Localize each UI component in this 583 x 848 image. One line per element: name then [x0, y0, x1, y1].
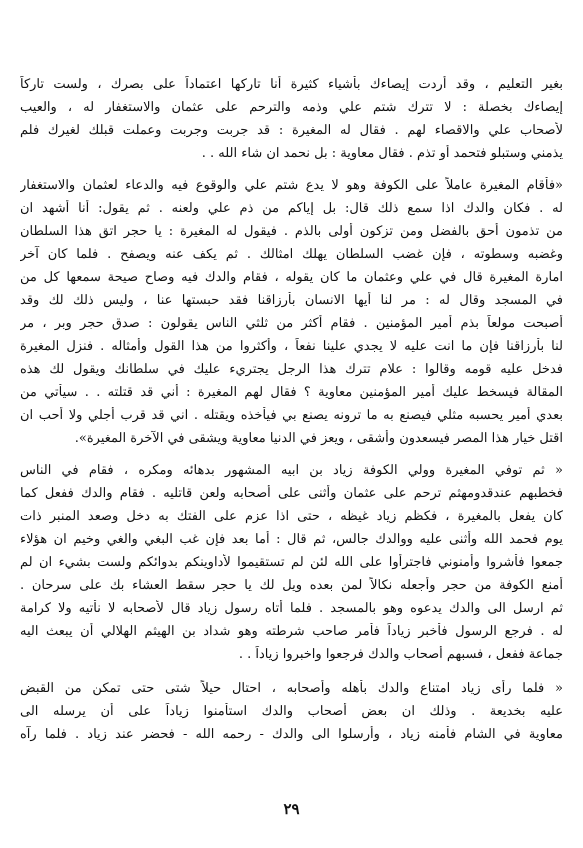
text-line: « ثم توفي المغيرة وولي الكوفة زياد بن ابيه المشهور بدهائه ومكره ، فقام في الناس: [20, 463, 563, 478]
text-line: لأصحاب علي والاقصاء لهم . فقال له المغيرة : قد جربت وجربت وعملت قبلك لغيرك فلم: [20, 123, 563, 138]
text-line: يوم فحمد الله وأثنى عليه ووالدك جالس، ثم قال : أما بعد فإن غب البغي والغي وخيم ان هؤلاء: [20, 532, 563, 547]
text-line: إيصاءك بخصلة : لا تترك شتم علي وذمه والترحم على عثمان والاستغفار له ، والعيب: [20, 100, 563, 115]
text-line: أصبحت مولعاً بذم أمير المؤمنين . فقام أكثر من ثلثي الناس يقولون : صدق حجر وبر ، مر: [20, 316, 563, 331]
text-line: أمنع الكوفة من حجر وأجعله نكالاً لمن بعده ويل لك يا حجر سقط العشاء بك على سرحان .: [20, 578, 563, 593]
text-line: له . فرجع الرسول فأخبر زياداً فأمر صاحب شرطته وهو شداد بن الهيثم الهلالي أن يبعث اليه: [20, 624, 563, 639]
text-line: جمعوا فأشروا وأمنوني فاجترأوا على الله لئن لم تستقيموا لأداوينكم بدوائكم ولست بشيء ان لم: [20, 555, 563, 570]
text-line: ثم ارسل الى والدك يدعوه وهو بالمسجد . فلما أتاه رسول زياد قال لأصحابه لا نأتيه ولا كرامة: [20, 601, 563, 616]
text-line: في المسجد وقال له : مر لنا أيها الانسان بأرزاقنا فقد حبستها عنا ، وليس ذلك لك وقد: [20, 293, 563, 308]
text-line: معاوية في الشام فأمنه زياد ، وأرسلوا الى والدك - رحمه الله - فحضر عند زياد . فلما رآه: [20, 727, 563, 742]
text-line: يذمني وستبلو فتحمد أو تذم . فقال معاوية : بل نحمد ان شاء الله . .: [201, 146, 563, 161]
text-line: وغضبه وسطوته ، فإن غضب السلطان يهلك امثالك . ثم يكف عنه ويصفح . فلما كان آخر: [20, 247, 563, 262]
text-line: لنا بأرزاقنا فإن ما انت عليه لا يجدي علينا نفعاً ، وأكثروا من هذا القول وأمثاله . فنزل المغيرة: [20, 339, 563, 354]
text-line: جماعة ففعل ، فسبهم أصحاب والدك فرجعوا واخبروا زياداً . .: [238, 647, 563, 662]
text-line: اقتل خيار هذا المصر فيسعدون وأشقى ، ويعز في الدنيا معاوية ويشقى في الآخرة المغيرة».: [74, 431, 563, 446]
text-line: امارة المغيرة قال في علي وعثمان ما كان يقوله ، فقام والدك فيه وصاح صيحة سمعها كل من: [20, 270, 563, 285]
text-line: بعدي أمير يحسبه مثلي فيصنع به ما ترونه يصنع بي فيأخذه ويقتله . اني قد قرب أجلي ولا أحب ان: [20, 408, 563, 423]
page-number: ٢٩: [283, 800, 300, 818]
text-line: « فلما رأى زياد امتناع والدك بأهله وأصحابه ، احتال حيلاً شتى حتى تمكن من القبض: [20, 681, 563, 696]
text-line: فدخل عليه قومه وقالوا : علام تترك هذا الرجل يجتريء عليك في سلطانك ويقول لك هذه: [20, 362, 563, 377]
text-line: «فأقام المغيرة عاملاً على الكوفة وهو لا يدع شتم علي والوقوع فيه والدعاء لعثمان والاستغفار: [20, 178, 563, 193]
text-line: له . فكان والدك اذا سمع ذلك قال: بل إياكم من ذم علي ولعنه . ثم يقول: أنا أشهد ان: [20, 201, 563, 216]
text-line: المقالة فيسخط عليك أمير المؤمنين معاوية ؟ فقال لهم المغيرة : أني قد قتلته . . سيأتي من: [20, 385, 563, 400]
text-line: عليه بخديعة . وذلك ان بعض أصحاب والدك استأمنوا زياداً على أن يرسله الى: [20, 704, 563, 719]
text-line: بغير التعليم ، وقد أردت إيصاءك بأشياء كثيرة أنا تاركها اعتماداً على بصرك ، ولست تاركاً: [20, 77, 563, 92]
text-line: كان يفعل بالمغيرة ، فكظم زياد غيظه ، حتى اذا عزم على الفتك به دخل وصعد المنبر ذات: [20, 509, 563, 524]
text-line: فخطبهم عندقدومهثم ترحم على عثمان وأثنى على أصحابه ولعن قاتليه . فقام والدك ففعل كما: [20, 486, 563, 501]
text-line: من تذمون أحق بالفضل ومن تزكون أولى بالذم . فيقول له المغيرة : يا حجر اتق هذا السلطان: [20, 224, 563, 239]
